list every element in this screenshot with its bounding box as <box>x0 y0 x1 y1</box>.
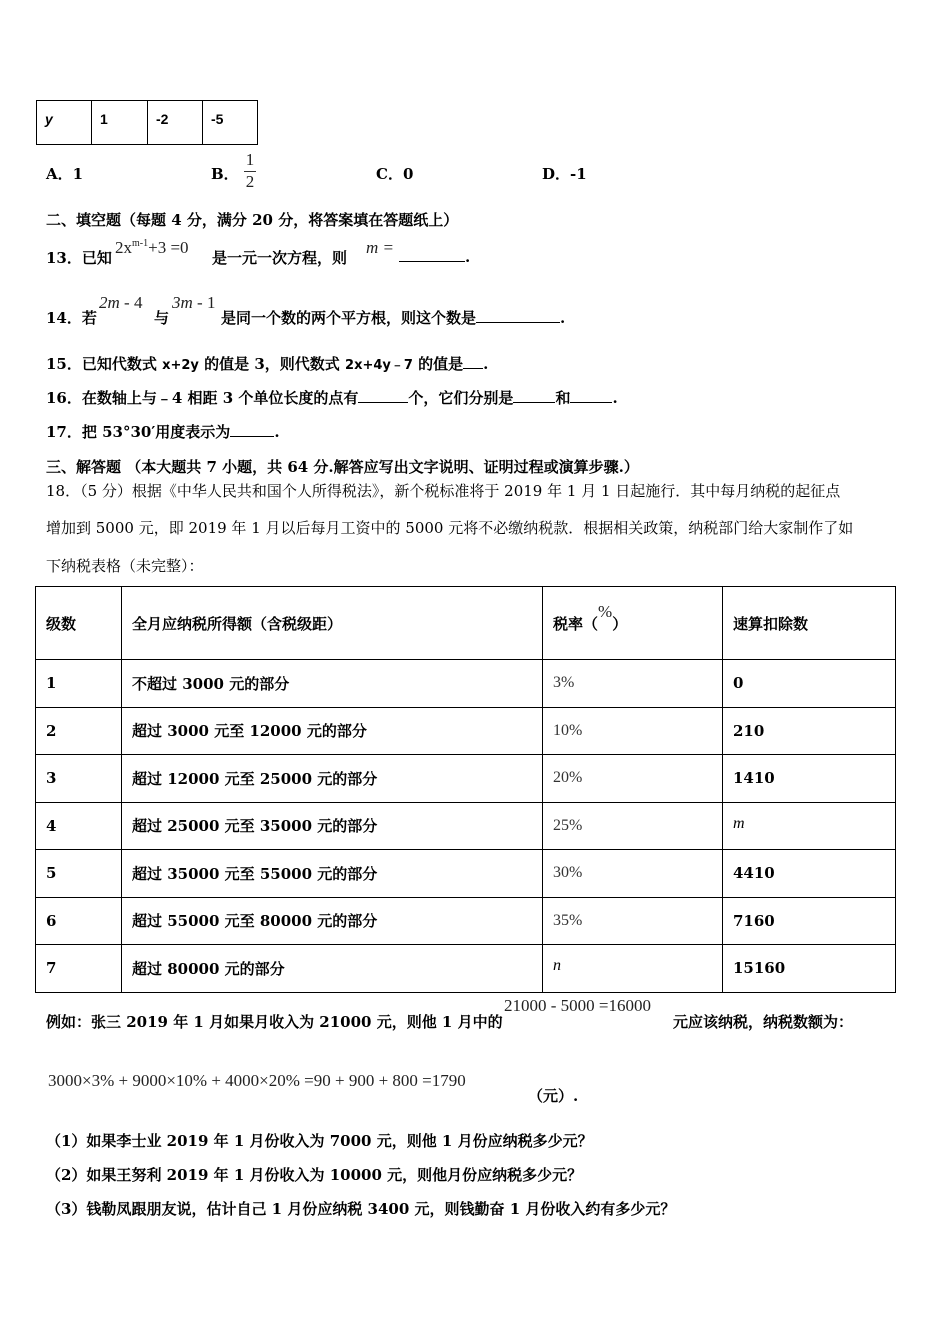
sub-question-1: （1）如果李士业 2019 年 1 月份收入为 7000 元，则他 1 月份应纳税多少元？ <box>46 1132 593 1150</box>
q15-end: . <box>483 355 489 373</box>
header-level: 级数 <box>36 587 122 660</box>
table-header-row <box>36 587 896 660</box>
cell-income: 不超过 3000 元的部分 <box>122 660 543 708</box>
y-label-cell: y <box>37 101 92 145</box>
q13-var: m = <box>366 238 394 257</box>
q15-middle: 的值是 3，则代数式 <box>198 355 346 373</box>
y-value-table <box>36 100 258 145</box>
q13-expr-exp: m-1 <box>132 238 149 249</box>
cell-income: 超过 80000 元的部分 <box>122 945 543 993</box>
option-b-fraction <box>244 150 256 192</box>
q15-suffix: 的值是 <box>412 355 464 373</box>
q13-prefix: 13．已知 <box>46 249 112 267</box>
cell-income: 超过 35000 元至 55000 元的部分 <box>122 850 543 898</box>
cell-rate: 25% <box>543 802 723 850</box>
header-rate <box>543 587 723 660</box>
y-value-cell: -5 <box>203 101 258 145</box>
cell-deduction: 1410 <box>723 755 896 803</box>
header-rate-symbol: % <box>598 601 613 621</box>
q18-intro-line2: 增加到 5000 元，即 2019 年 1 月以后每月工资中的 5000 元将不必缴纳税款．根据相关政策，纳税部门给大家制作了如 <box>46 519 854 537</box>
y-value-cell: 1 <box>92 101 148 145</box>
q14-expr1: 2m - 4 <box>99 293 143 312</box>
table-row <box>36 660 896 708</box>
q18-intro-line3: 下纳税表格（未完整）： <box>46 557 204 575</box>
answer-blank[interactable] <box>463 354 483 369</box>
q16-end: . <box>612 389 618 407</box>
q15-prefix: 15．已知代数式 <box>46 355 163 373</box>
q13-middle: 是一元一次方程，则 <box>212 249 348 267</box>
cell-level: 3 <box>36 755 122 803</box>
cell-income: 超过 12000 元至 25000 元的部分 <box>122 755 543 803</box>
q14-expr2: 3m - 1 <box>172 293 216 312</box>
option-d: D．-1 <box>542 165 587 183</box>
q13-end: . <box>465 248 471 266</box>
table-row <box>36 755 896 803</box>
q16-text2: 个，它们分别是 <box>408 389 514 407</box>
answer-blank[interactable] <box>570 388 612 403</box>
q13-answer <box>399 247 470 266</box>
q15-text <box>46 353 488 374</box>
section3-header: 三、解答题 （本大题共 7 小题，共 64 分.解答应写出文字说明、证明过程或演算步骤.） <box>46 458 639 476</box>
cell-level: 7 <box>36 945 122 993</box>
cell-rate: 30% <box>543 850 723 898</box>
q16-text1: 16．在数轴上与﹣4 相距 3 个单位长度的点有 <box>46 389 359 407</box>
cell-level: 1 <box>36 660 122 708</box>
q17-main: 17．把 53°30′用度表示为 <box>46 423 231 441</box>
cell-rate: 10% <box>543 707 723 755</box>
cell-deduction: 4410 <box>723 850 896 898</box>
cell-deduction: 0 <box>723 660 896 708</box>
answer-blank[interactable] <box>358 388 408 403</box>
q13-equation <box>115 238 189 258</box>
example-text1: 例如：张三 2019 年 1 月如果月收入为 21000 元，则他 1 月中的 <box>46 1013 503 1031</box>
q13-expr-rest: +3 =0 <box>148 238 189 257</box>
answer-blank[interactable] <box>513 388 555 403</box>
cell-rate: 20% <box>543 755 723 803</box>
table-row <box>37 101 258 145</box>
cell-level: 6 <box>36 897 122 945</box>
q18-intro-line1: 18．（5 分）根据《中华人民共和国个人所得税法》，新个税标准将于 2019 年 1 月 1 日起施行．其中每月纳税的起征点 <box>46 482 841 500</box>
tax-rate-table <box>35 586 896 993</box>
option-b-label: B． <box>211 165 239 183</box>
example-expr1: 21000 - 5000 =16000 <box>504 996 651 1015</box>
example-expr2: 3000×3% + 9000×10% + 4000×20% =90 + 900 + 800 =1790 <box>48 1071 466 1090</box>
sub-question-3: （3）钱勒凤跟朋友说，估计自己 1 月份应纳税 3400 元，则钱勤奋 1 月份收入约有多少元？ <box>46 1200 676 1218</box>
option-a: A．1 <box>46 165 84 183</box>
header-rate-suffix: ） <box>612 614 628 633</box>
header-deduction: 速算扣除数 <box>723 587 896 660</box>
fraction-numerator: 1 <box>245 150 255 169</box>
cell-level: 5 <box>36 850 122 898</box>
table-row <box>36 945 896 993</box>
q16-text3: 和 <box>555 389 571 407</box>
cell-deduction-unknown: m <box>723 802 896 850</box>
cell-income: 超过 3000 元至 12000 元的部分 <box>122 707 543 755</box>
answer-blank[interactable] <box>476 308 560 323</box>
q15-expr1: x+2y <box>162 358 199 373</box>
y-value-cell: -2 <box>148 101 203 145</box>
header-rate-prefix: 税率（ <box>553 614 599 633</box>
q17-end: . <box>274 423 280 441</box>
cell-income: 超过 55000 元至 80000 元的部分 <box>122 897 543 945</box>
q14-text <box>221 307 565 328</box>
sub-question-2: （2）如果王努利 2019 年 1 月份收入为 10000 元，则他月份应纳税多少元？ <box>46 1166 583 1184</box>
cell-deduction: 210 <box>723 707 896 755</box>
answer-blank[interactable] <box>399 247 465 262</box>
cell-rate: 3% <box>543 660 723 708</box>
example-text3: （元）. <box>528 1087 579 1105</box>
q14-suffix-text: 是同一个数的两个平方根，则这个数是 <box>221 309 477 327</box>
table-row <box>36 802 896 850</box>
example-text2: 元应该纳税，纳税数额为： <box>673 1013 854 1031</box>
header-income: 全月应纳税所得额（含税级距） <box>122 587 543 660</box>
q17-text <box>46 421 280 442</box>
q13-expr-base: 2x <box>115 238 132 257</box>
cell-level: 4 <box>36 802 122 850</box>
cell-deduction: 15160 <box>723 945 896 993</box>
cell-level: 2 <box>36 707 122 755</box>
table-row <box>36 897 896 945</box>
q14-conj: 与 <box>154 309 170 327</box>
q16-text <box>46 387 618 408</box>
cell-rate-unknown: n <box>543 945 723 993</box>
fraction-denominator: 2 <box>245 172 255 191</box>
q14-prefix: 14．若 <box>46 309 97 327</box>
section2-header: 二、填空题（每题 4 分，满分 20 分，将答案填在答题纸上） <box>46 211 459 229</box>
table-row <box>36 707 896 755</box>
q15-expr2: 2x+4y﹣7 <box>345 358 413 373</box>
answer-blank[interactable] <box>230 422 274 437</box>
cell-rate: 35% <box>543 897 723 945</box>
cell-income: 超过 25000 元至 35000 元的部分 <box>122 802 543 850</box>
q14-end: . <box>560 309 566 327</box>
option-c: C．0 <box>376 165 414 183</box>
cell-deduction: 7160 <box>723 897 896 945</box>
table-row <box>36 850 896 898</box>
